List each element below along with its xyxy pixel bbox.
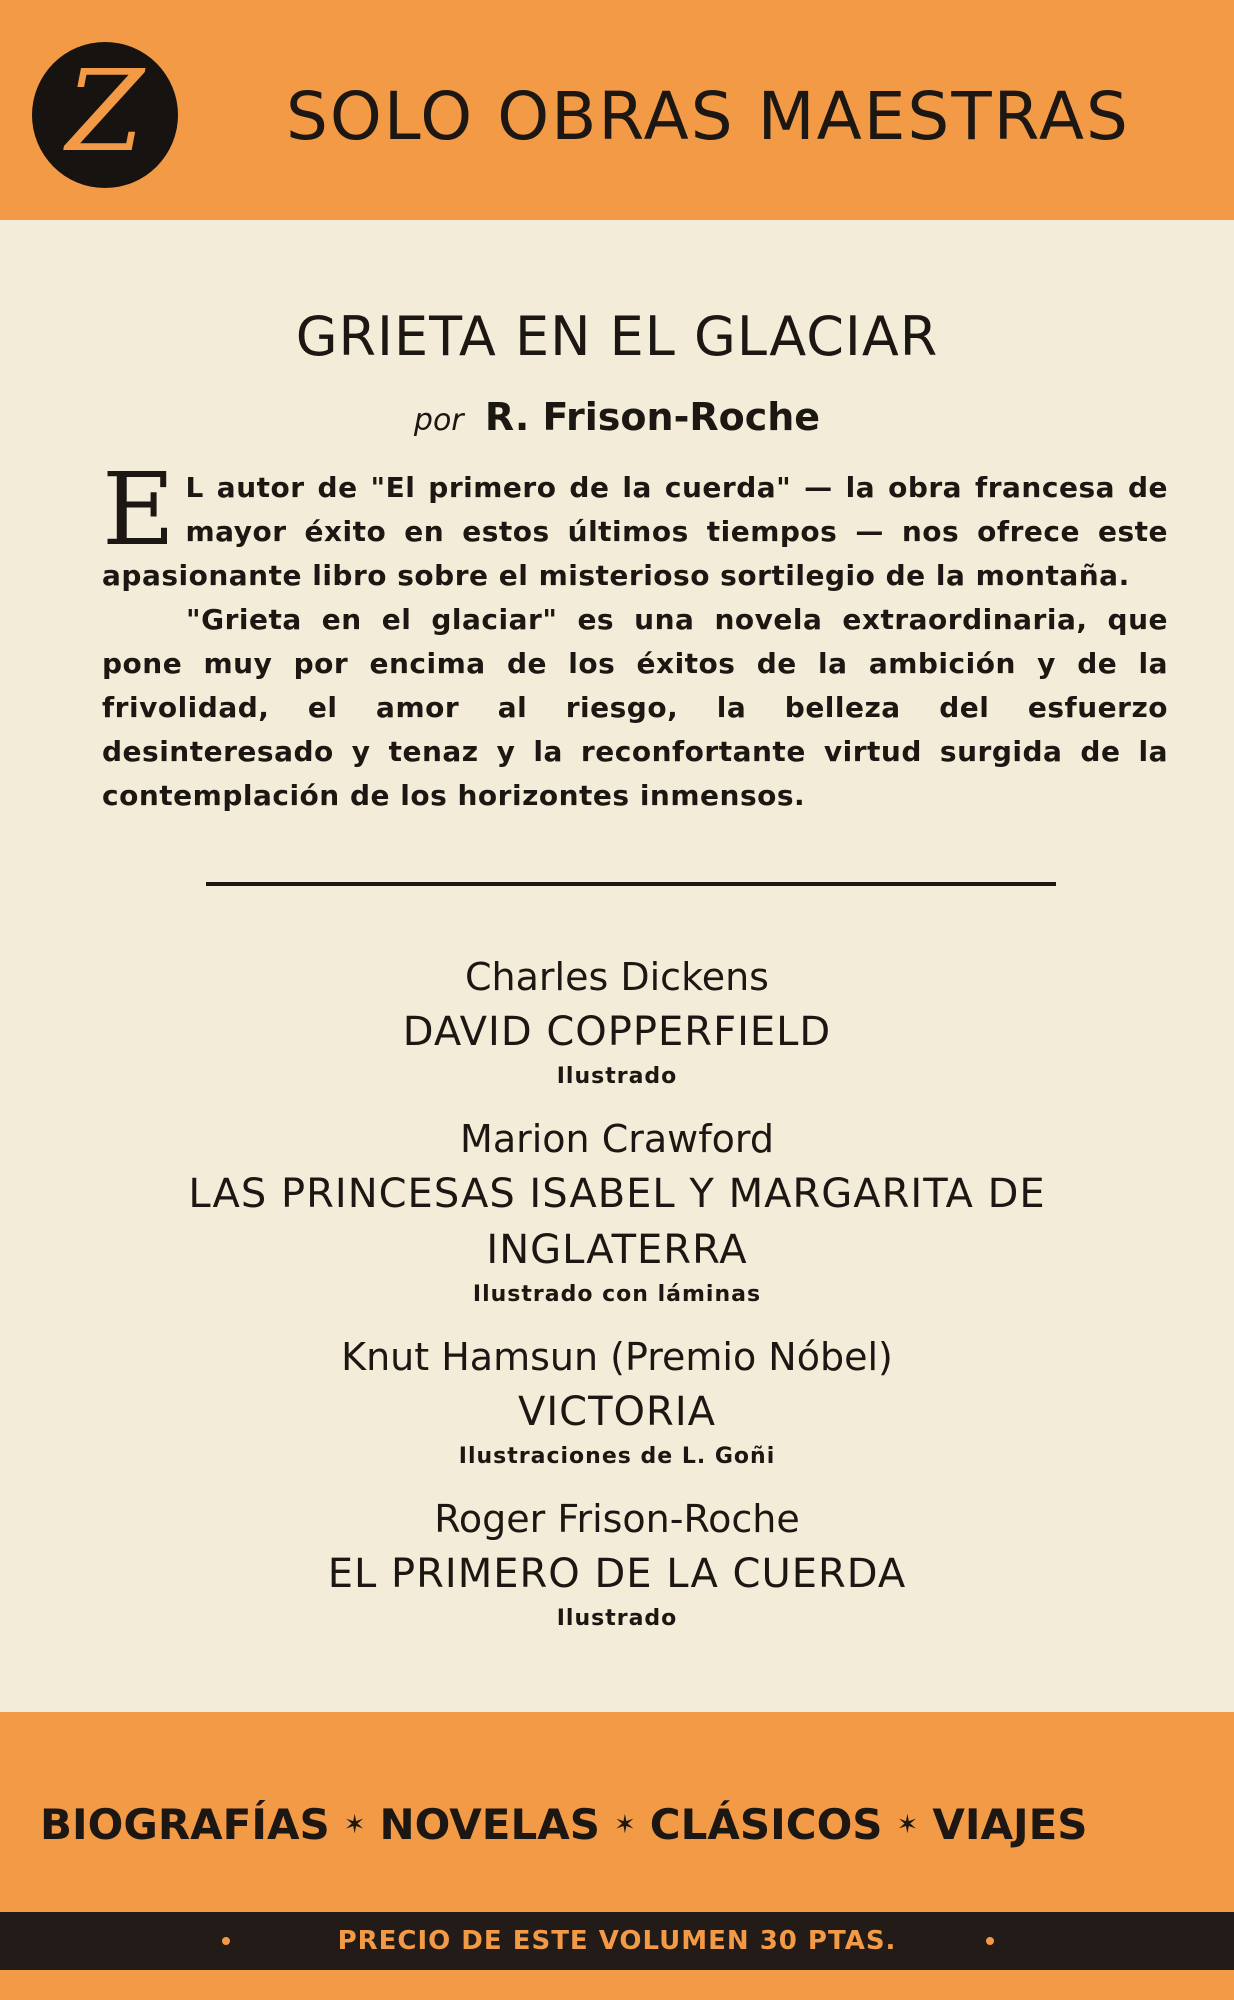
- book-author: R. Frison-Roche: [484, 395, 821, 439]
- price-text: PRECIO DE ESTE VOLUMEN 30 PTAS.: [337, 1926, 897, 1956]
- book-entry-note: Ilustraciones de L. Goñi: [458, 1444, 776, 1469]
- book-entry-author: Marion Crawford: [460, 1117, 774, 1161]
- category-biografias: BIOGRAFÍAS: [40, 1800, 330, 1849]
- book-entry-title: DAVID COPPERFIELD: [402, 1009, 832, 1055]
- category-list: [40, 1800, 1200, 1849]
- blurb: [102, 451, 1168, 818]
- star-separator-icon: ✶: [343, 1809, 366, 1840]
- author-line: [0, 395, 1234, 439]
- book-entry: [0, 1492, 1234, 1636]
- category-viajes: VIAJES: [932, 1800, 1088, 1849]
- drop-cap: E: [102, 451, 176, 568]
- price-bar: [0, 1912, 1234, 1970]
- book-entry-note: Ilustrado: [556, 1064, 678, 1089]
- book-entry: [0, 1112, 1234, 1312]
- book-list: [0, 950, 1234, 1654]
- book-entry-title: LAS PRINCESAS ISABEL Y MARGARITA DE INGLATERRA: [188, 1171, 1046, 1273]
- book-entry-note: Ilustrado con láminas: [472, 1282, 762, 1307]
- logo-letter: Z: [66, 47, 144, 177]
- category-clasicos: CLÁSICOS: [649, 1800, 883, 1849]
- category-novelas: NOVELAS: [379, 1800, 600, 1849]
- book-entry-author: Knut Hamsun (Premio Nóbel): [341, 1335, 893, 1379]
- bullet-icon: [222, 1937, 230, 1945]
- book-entry-title: EL PRIMERO DE LA CUERDA: [327, 1551, 907, 1597]
- book-entry: [0, 950, 1234, 1094]
- book-entry-title: VICTORIA: [518, 1389, 716, 1435]
- star-separator-icon: ✶: [613, 1809, 636, 1840]
- book-entry: [0, 1330, 1234, 1474]
- star-separator-icon: ✶: [896, 1809, 919, 1840]
- blurb-text-1: L autor de "El primero de la cuerda" — la obra francesa de mayor éxito en estos últimos tiempos — nos ofrece este apasionante libro sobre el misterioso sortilegio de la montaña.: [102, 471, 1168, 592]
- publisher-logo: [32, 42, 178, 188]
- header-band: [0, 0, 1234, 220]
- bullet-icon: [986, 1937, 994, 1945]
- book-entry-author: Roger Frison-Roche: [434, 1497, 800, 1541]
- by-word: por: [413, 403, 464, 438]
- series-title: SOLO OBRAS MAESTRAS: [286, 78, 1130, 155]
- book-title: GRIETA EN EL GLACIAR: [295, 305, 939, 368]
- blurb-paragraph-1: [102, 451, 1168, 598]
- book-entry-author: Charles Dickens: [465, 955, 769, 999]
- blurb-paragraph-2: "Grieta en el glaciar" es una novela extraordinaria, que pone muy por encima de los éxitos de la ambición y de la frivolidad, el amor al riesgo, la belleza del esfuerzo desinteresado y tenaz y la reconfortante virtud surgida de la contemplación de los horizontes inmensos.: [102, 603, 1168, 812]
- divider-rule: [206, 882, 1056, 886]
- book-entry-note: Ilustrado: [556, 1606, 678, 1631]
